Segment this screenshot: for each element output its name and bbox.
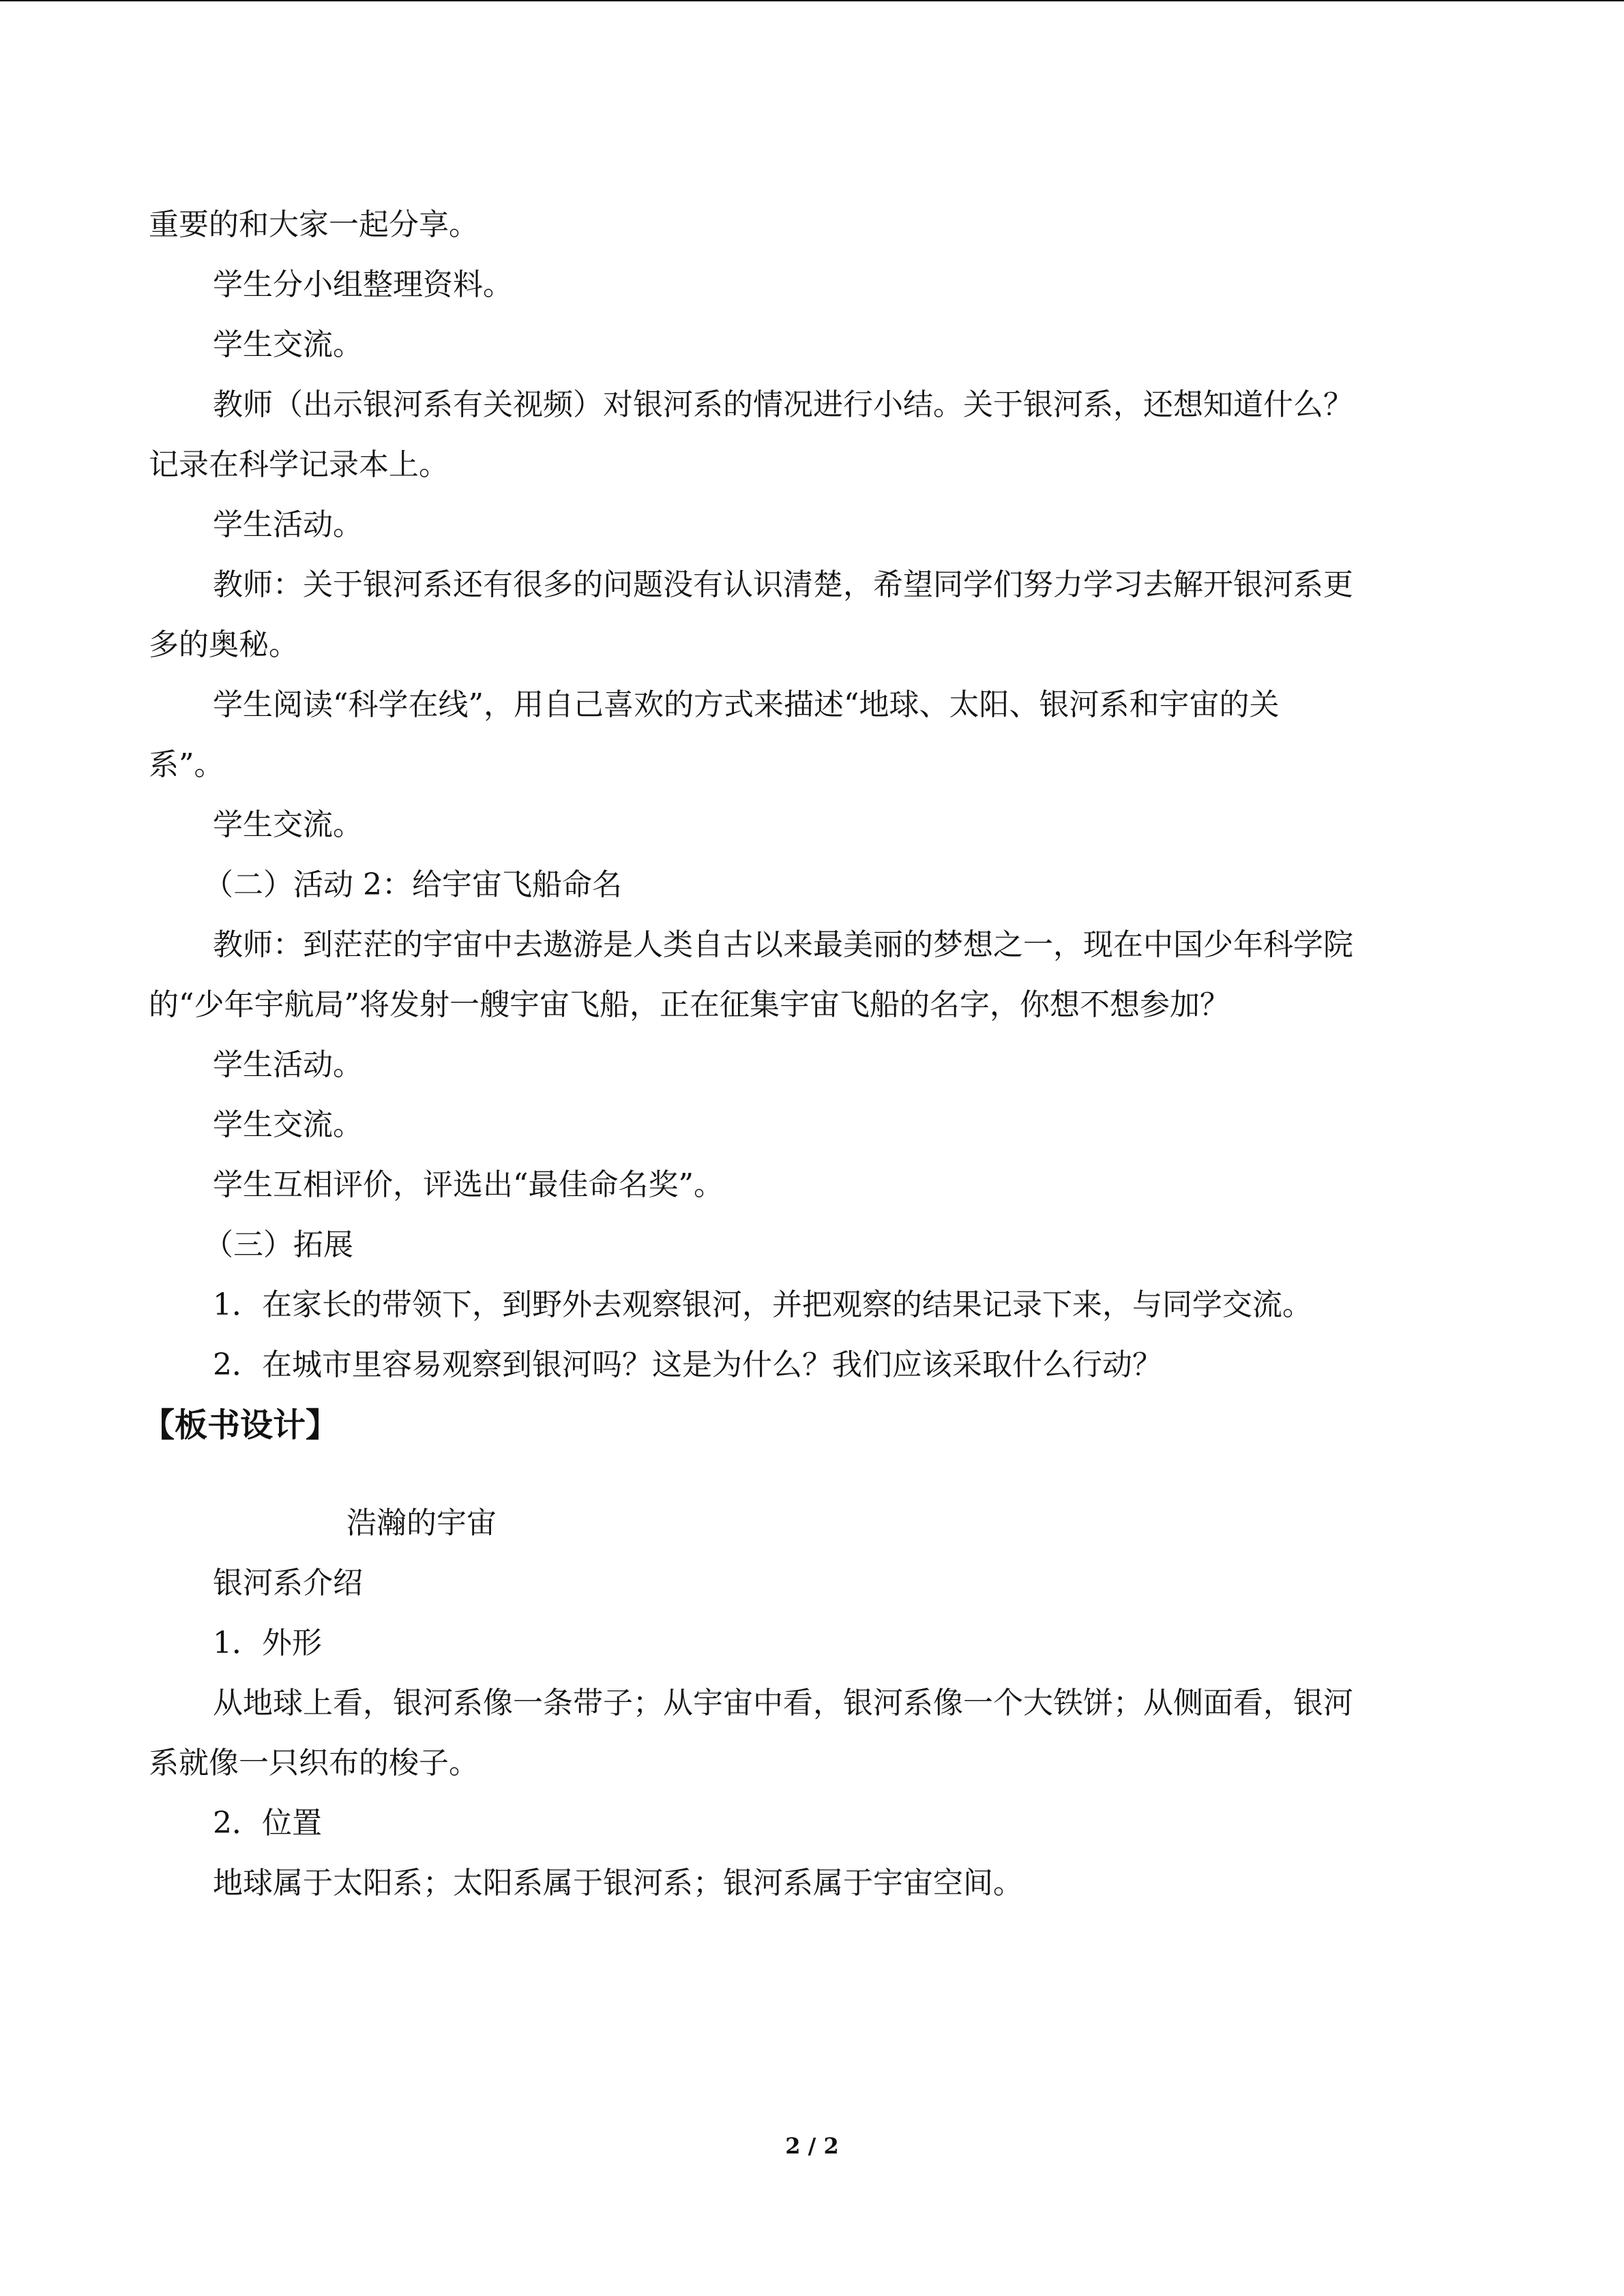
- text-line: 学生交流。: [213, 807, 363, 842]
- text-line: 记录在科学记录本上。: [149, 447, 449, 482]
- text-line: 学生互相评价，评选出“最佳命名奖”。: [213, 1167, 724, 1202]
- list-item: 1．外形: [213, 1626, 322, 1660]
- text-line: 学生交流。: [213, 1107, 363, 1142]
- list-item: 1．在家长的带领下，到野外去观察银河，并把观察的结果记录下来，与同学交流。: [213, 1287, 1312, 1322]
- text-line: 从地球上看，银河系像一条带子；从宇宙中看，银河系像一个大铁饼；从侧面看，银河: [213, 1686, 1353, 1720]
- text-line: 学生活动。: [213, 507, 363, 542]
- text-line: 教师：关于银河系还有很多的问题没有认识清楚，希望同学们努力学习去解开银河系更: [213, 567, 1353, 602]
- text-line: 地球属于太阳系；太阳系属于银河系；银河系属于宇宙空间。: [213, 1866, 1023, 1900]
- text-line: 学生活动。: [213, 1047, 363, 1082]
- text-line: 重要的和大家一起分享。: [149, 207, 479, 242]
- board-design-heading: 【板书设计】: [142, 1406, 339, 1444]
- text-line: 教师：到茫茫的宇宙中去遨游是人类自古以来最美丽的梦想之一，现在中国少年科学院: [213, 927, 1353, 962]
- text-line: 的“少年宇航局”将发射一艘宇宙飞船，正在征集宇宙飞船的名字，你想不想参加？: [149, 987, 1230, 1022]
- top-border-line: [0, 0, 1624, 1]
- text-line: 教师（出示银河系有关视频）对银河系的情况进行小结。关于银河系，还想知道什么？: [213, 387, 1353, 422]
- list-item: 2．位置: [213, 1806, 322, 1840]
- section-subheading: （二）活动 2：给宇宙飞船命名: [203, 867, 622, 902]
- text-line: 系就像一只织布的梭子。: [149, 1746, 479, 1780]
- text-line: 系”。: [149, 747, 224, 782]
- page-number: 2 / 2: [785, 2133, 839, 2159]
- text-line: 学生阅读“科学在线”，用自己喜欢的方式来描述“地球、太阳、银河系和宇宙的关: [213, 687, 1280, 722]
- text-line: 多的奥秘。: [149, 627, 299, 662]
- text-line: 银河系介绍: [213, 1566, 363, 1600]
- board-title: 浩瀚的宇宙: [346, 1506, 497, 1540]
- section-subheading: （三）拓展: [203, 1227, 353, 1262]
- text-line: 学生交流。: [213, 327, 363, 362]
- list-item: 2．在城市里容易观察到银河吗？这是为什么？我们应该采取什么行动？: [213, 1347, 1162, 1382]
- text-line: 学生分小组整理资料。: [213, 267, 513, 302]
